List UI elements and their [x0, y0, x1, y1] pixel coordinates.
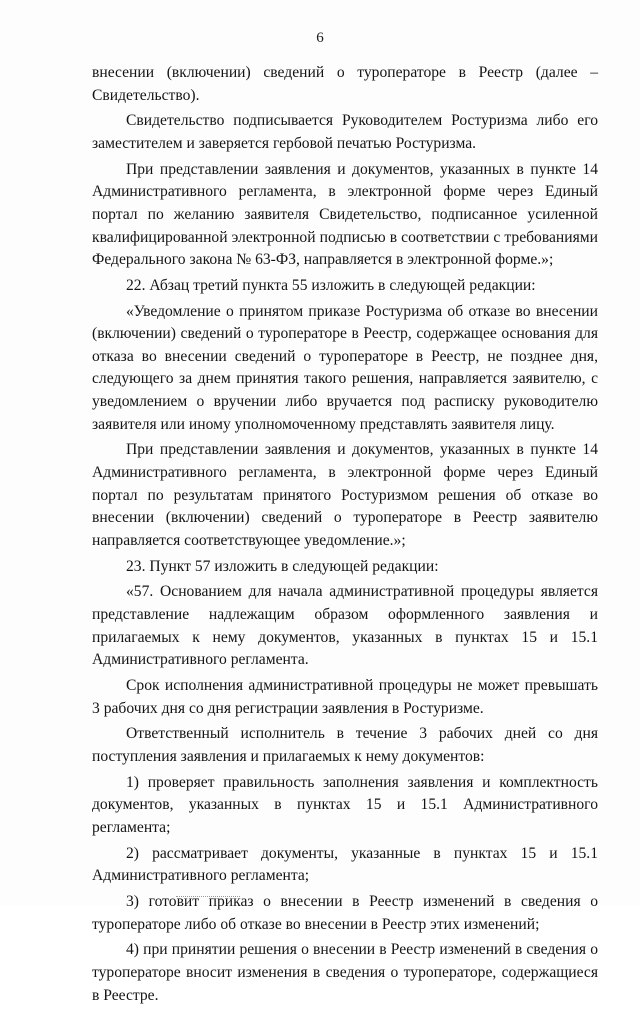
list-item-2: 2) рассматривает документы, указанные в пунктах 15 и 15.1 Административного регламента; — [92, 844, 598, 885]
document-body — [92, 62, 598, 1010]
list-item-4: 4) при принятии решения о внесении в Реестр изменений в сведения о туроператоре вносит изменения в сведения о туроператоре, содержащиеся в Реестре. — [92, 941, 598, 1004]
paragraph-executor-duties: Ответственный исполнитель в течение 3 рабочих дней со дня поступления заявления и прилагаемых к нему документов: — [92, 725, 598, 765]
scan-artifact-line — [176, 896, 240, 899]
page-number: 6 — [316, 30, 324, 46]
paragraph-certificate-signing: Свидетельство подписывается Руководителем Ростуризма либо его заместителем и заверяется гербовой печатью Ростуризма. — [92, 112, 598, 152]
paragraph-electronic-notice: При представлении заявления и документов, указанных в пункте 14 Административного регламента, в электронной форме через Единый портал по результатам принятого Ростуризмом решения об отказе во внесении (включении) сведений о туроператоре в Реестр заявителю направляется соответствующее уведомление.»; — [92, 441, 598, 549]
paragraph-deadline: Срок исполнения административной процедуры не может превышать 3 рабочих дня со дня регистрации заявления в Ростуризме. — [92, 676, 598, 717]
paragraph-point-57: «57. Основанием для начала административной процедуры является представление надлежащим образом оформленного заявления и прилагаемых к нему документов, указанных в пунктах 15 и 15.1 Административного регламента. — [92, 583, 598, 669]
paragraph-continuation: внесении (включении) сведений о туроператоре в Реестр (далее – Свидетельство). — [92, 64, 598, 104]
paragraph-electronic-certificate: При представлении заявления и документов, указанных в пункте 14 Административного регламента, в электронной форме через Единый портал по желанию заявителя Свидетельство, подписанное усиленной квалифицированной электронной подписью в соответствии с требованиями Федерального закона № 63-ФЗ, направляется в электронной форме.»; — [92, 160, 598, 269]
list-item-1: 1) проверяет правильность заполнения заявления и комплектность документов, указанных в пунктах 15 и 15.1 Административного регламента; — [92, 773, 598, 836]
paragraph-item-23: 23. Пункт 57 изложить в следующей редакции: — [126, 557, 439, 575]
list-item-3: 3) готовит приказ о внесении в Реестр изменений в сведения о туроператоре либо об отказе во внесении в Реестр этих изменений; — [92, 893, 598, 933]
paragraph-refusal-notice: «Уведомление о принятом приказе Ростуризма об отказе во внесении (включении) сведений о туроператоре в Реестр, содержащее основания для отказа во внесении сведений о туроператоре в Реестр, не позднее дня, следующего за днем принятия такого решения, направляется заявителю, с уведомлением о вручении либо вручается под расписку руководителю заявителя или иному уполномоченному представлять заявителя лицу. — [92, 302, 598, 433]
paragraph-item-22: 22. Абзац третий пункта 55 изложить в следующей редакции: — [126, 276, 536, 294]
